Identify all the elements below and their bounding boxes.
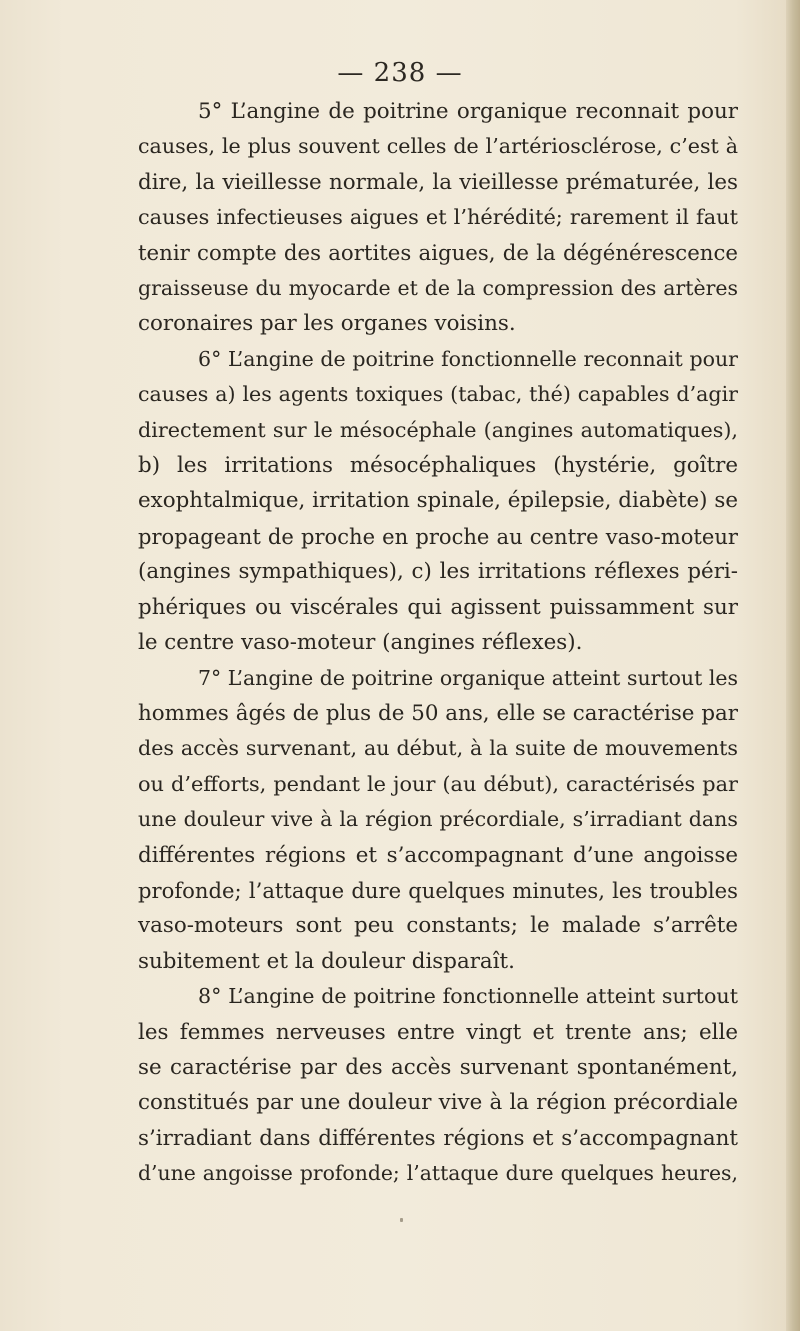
text-line: 5° L’angine de poitrine organique reconnait pour	[198, 99, 738, 124]
text-line: profonde; l’attaque dure quelques minutes, les troubles	[138, 877, 738, 903]
text-line: 7° L’angine de poitrine organique atteint surtout les	[198, 665, 738, 690]
text-line: hommes âgés de plus de 50 ans, elle se caractérise par	[138, 700, 738, 726]
text-line: coronaires par les organes voisins.	[138, 311, 516, 337]
text-line: propageant de proche en proche au centre vaso-moteur	[138, 523, 738, 549]
text-line: causes a) les agents toxiques (tabac, thé) capables d’agir	[138, 382, 738, 407]
text-line: tenir compte des aortites aigues, de la dégénérescence	[138, 240, 738, 266]
text-line: (angines sympathiques), c) les irritations réflexes péri-	[138, 559, 738, 585]
text-line: 8° L’angine de poitrine fonctionnelle atteint surtout	[198, 984, 738, 1009]
text-line: causes infectieuses aigues et l’hérédité; rarement il faut	[138, 205, 738, 230]
text-line: subitement et la douleur disparaît.	[138, 948, 515, 974]
text-line: se caractérise par des accès survenant spontanément,	[138, 1054, 738, 1080]
text-line: causes, le plus souvent celles de l’artériosclérose, c’est à	[138, 134, 738, 159]
paragraph-6	[138, 342, 738, 661]
paragraph-5	[138, 94, 738, 342]
page-edge-shadow	[786, 0, 800, 1331]
text-line: différentes régions et s’accompagnant d’une angoisse	[138, 842, 738, 868]
text-line: exophtalmique, irritation spinale, épilepsie, diabète) se	[138, 488, 738, 514]
text-line: dire, la vieillesse normale, la vieillesse prématurée, les	[138, 169, 738, 195]
text-line: ou d’efforts, pendant le jour (au début), caractérisés par	[138, 771, 738, 796]
text-line: graisseuse du myocarde et de la compression des artères	[138, 276, 738, 301]
text-line: s’irradiant dans différentes régions et s’accompagnant	[138, 1125, 738, 1151]
text-line: les femmes nerveuses entre vingt et trente ans; elle	[138, 1019, 738, 1045]
text-line: vaso-moteurs sont peu constants; le malade s’arrête	[138, 913, 738, 939]
body-text	[138, 94, 738, 1192]
text-line: constitués par une douleur vive à la région précordiale	[138, 1090, 738, 1116]
paragraph-8	[138, 979, 738, 1191]
text-line: b) les irritations mésocéphaliques (hystérie, goître	[138, 453, 738, 479]
paper-speck	[400, 1218, 403, 1222]
page-number: — 238 —	[337, 58, 463, 88]
paragraph-7	[138, 661, 738, 980]
text-line: des accès survenant, au début, à la suite de mouvements	[138, 736, 738, 761]
text-line: 6° L’angine de poitrine fonctionnelle reconnait pour	[198, 346, 738, 371]
text-line: le centre vaso-moteur (angines réflexes).	[138, 630, 583, 656]
text-line: d’une angoisse profonde; l’attaque dure quelques heures,	[138, 1161, 738, 1186]
text-line: directement sur le mésocéphale (angines automatiques),	[138, 417, 738, 442]
text-line: phériques ou viscérales qui agissent puissamment sur	[138, 594, 738, 620]
text-line: une douleur vive à la région précordiale, s’irradiant dans	[138, 807, 738, 832]
